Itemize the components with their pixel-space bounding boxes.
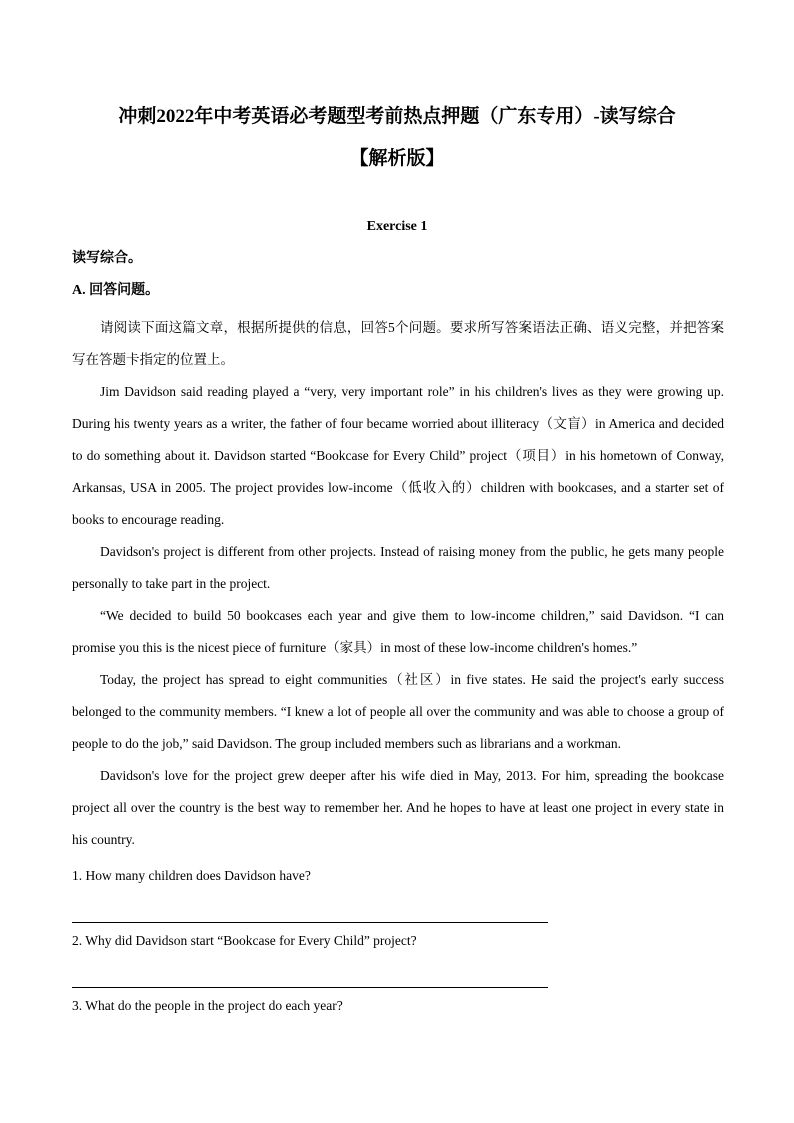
instructions-paragraph: 请阅读下面这篇文章，根据所提供的信息，回答5个问题。要求所写答案语法正确、语义完整，并把答案写在答题卡指定的位置上。 — [72, 320, 724, 367]
question-2: 2. Why did Davidson start “Bookcase for Every Child” project? — [72, 933, 417, 948]
document-body — [72, 248, 724, 1022]
passage-paragraph-4: Today, the project has spread to eight communities（社区）in five states. He said the project's early success belonged to the community members. “I knew a lot of people all over the community and was able to choose a group of people to do the job,” said Davidson. The group included members such as librarians and a workman. — [72, 672, 724, 751]
document-subtitle: 【解析版】 — [349, 148, 445, 169]
part-heading: A. 回答问题。 — [72, 283, 160, 298]
section-heading: 读写综合。 — [72, 251, 142, 266]
exercise-label: Exercise 1 — [366, 219, 428, 234]
passage-paragraph-2: Davidson's project is different from other projects. Instead of raising money from the public, he gets many people personally to take part in the project. — [72, 544, 724, 591]
answer-line-2[interactable] — [72, 957, 548, 988]
passage-paragraph-1: Jim Davidson said reading played a “very, very important role” in his children's lives as they were growing up. During his twenty years as a writer, the father of four became worried about illiteracy（文盲）in America and decided to do something about it. Davidson started “Bookcase for Every Child” project（项目）in his hometown of Conway, Arkansas, USA in 2005. The project provides low-income（低收入的）children with bookcases, and a starter set of books to encourage reading. — [72, 384, 724, 527]
passage-paragraph-3: “We decided to build 50 bookcases each year and give them to low-income children,” said Davidson. “I can promise you this is the nicest piece of furniture（家具）in most of these low-income children's homes.” — [72, 608, 724, 655]
answer-line-1[interactable] — [72, 892, 548, 923]
document-title: 冲刺2022年中考英语必考题型考前热点押题（广东专用）-读写综合 — [118, 106, 676, 127]
question-3: 3. What do the people in the project do each year? — [72, 998, 343, 1013]
question-1: 1. How many children does Davidson have? — [72, 868, 311, 883]
passage-paragraph-5: Davidson's love for the project grew deeper after his wife died in May, 2013. For him, spreading the bookcase project all over the country is the best way to remember her. And he hopes to have at least one project in every state in his country. — [72, 768, 724, 847]
